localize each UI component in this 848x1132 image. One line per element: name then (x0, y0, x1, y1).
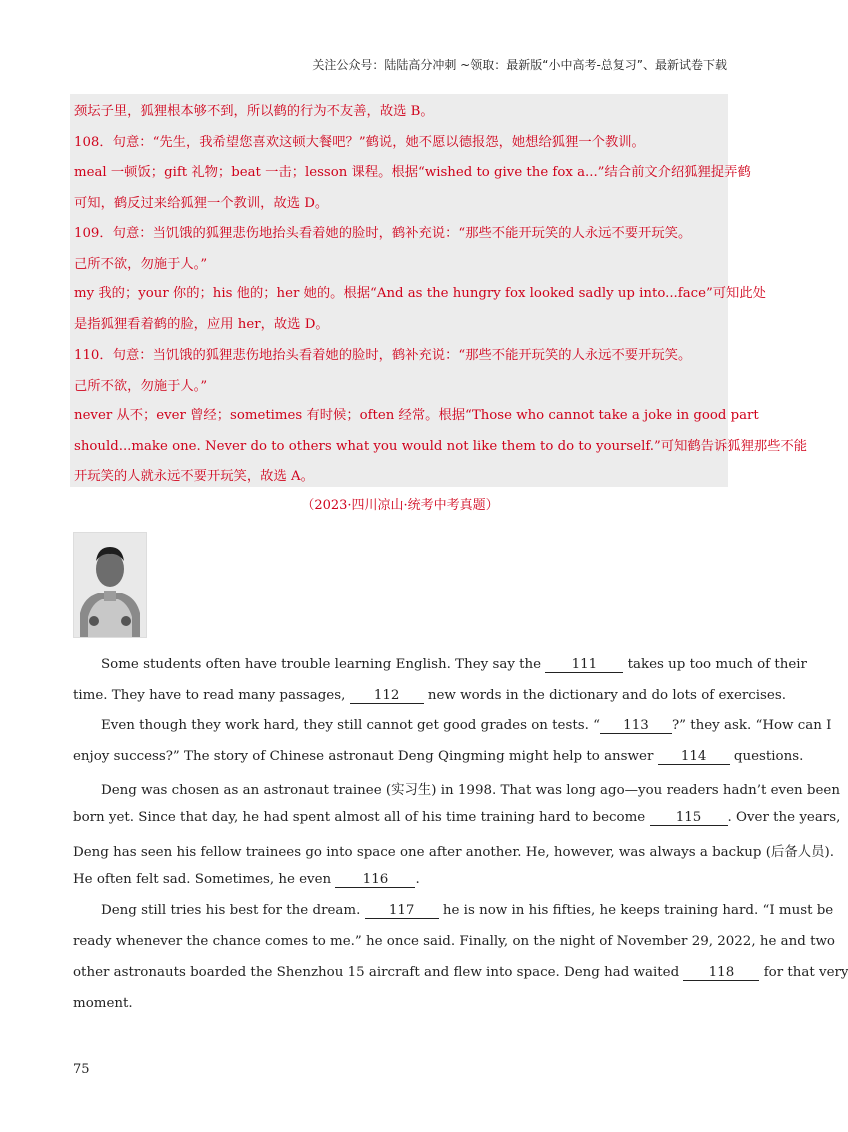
passage-line: Deng has seen his fellow trainees go into space one after another. He, however, was always a backup (后备人员). (73, 845, 835, 860)
passage-line: He often felt sad. Sometimes, he even 116 . (73, 872, 420, 887)
blank-114[interactable]: 114 (658, 750, 730, 765)
passage-line: Deng was chosen as an astronaut trainee (实习生) in 1998. That was long ago—you readers hadn’t even been (101, 783, 840, 798)
answer-line: 109．句意：当饥饿的狐狸悲伤地抬头看着她的脸时，鹤补充说：“那些不能开玩笑的人永远不要开玩笑。 (74, 226, 692, 241)
answer-line: 108．句意：“先生，我希望您喜欢这顿大餐吧？”鹤说，她不愿以德报怨，她想给狐狸一个教训。 (74, 135, 645, 150)
answer-line: 110．句意：当饥饿的狐狸悲伤地抬头看着她的脸时，鹤补充说：“那些不能开玩笑的人永远不要开玩笑。 (74, 348, 692, 363)
answer-line: 己所不欲，勿施于人。” (74, 379, 208, 394)
passage-line: ready whenever the chance comes to me.” he once said. Finally, on the night of November 29, 2022, he and two (73, 934, 835, 949)
answer-line: meal 一顿饭；gift 礼物；beat 一击；lesson 课程。根据“wished to give the fox a...”结合前文介绍狐狸捉弄鹤 (74, 165, 751, 180)
blank-116[interactable]: 116 (335, 873, 415, 888)
exam-source: （2023·四川凉山·统考中考真题） (301, 498, 499, 513)
blank-117[interactable]: 117 (365, 904, 439, 919)
blank-112[interactable]: 112 (350, 689, 424, 704)
passage-line: other astronauts boarded the Shenzhou 15 aircraft and flew into space. Deng had waited 118 for that very (73, 965, 848, 980)
blank-111[interactable]: 111 (545, 658, 623, 673)
answer-line: my 我的；your 你的；his 他的；her 她的。根据“And as the hungry fox looked sadly up into...face”可知此处 (74, 286, 766, 301)
answer-line: 是指狐狸看着鹤的脸，应用 her，故选 D。 (74, 317, 329, 332)
passage-line: enjoy success?” The story of Chinese astronaut Deng Qingming might help to answer 114 questions. (73, 749, 804, 764)
passage-line: moment. (73, 996, 133, 1011)
passage-line: Some students often have trouble learning English. They say the 111 takes up too much of their (101, 657, 807, 672)
answer-line: never 从不；ever 曾经；sometimes 有时候；often 经常。根据“Those who cannot take a joke in good part (74, 408, 759, 423)
blank-113[interactable]: 113 (600, 719, 672, 734)
passage-line: born yet. Since that day, he had spent almost all of his time training hard to become 115 . Over the years, (73, 810, 841, 825)
page-number: 75 (73, 1062, 90, 1077)
passage-line: Even though they work hard, they still cannot get good grades on tests. “ 113 ?” they ask. “How can I (101, 718, 832, 733)
astronaut-photo (73, 532, 147, 638)
answer-line: 颈坛子里，狐狸根本够不到，所以鹤的行为不友善，故选 B。 (74, 104, 434, 119)
answer-explanation-box (70, 94, 808, 487)
page-header: 关注公众号：陆陆高分冲刺 ~领取：最新版“小中高考-总复习”、最新试卷下载 (312, 58, 727, 72)
answer-line: should...make one. Never do to others what you would not like them to do to yourself.”可知鹤告诉狐狸那些不能 (74, 439, 808, 454)
passage-line: time. They have to read many passages, 112 new words in the dictionary and do lots of exercises. (73, 688, 786, 703)
answer-line: 己所不欲，勿施于人。” (74, 257, 208, 272)
passage-line: Deng still tries his best for the dream. 117 he is now in his fifties, he keeps training hard. “I must be (101, 903, 834, 918)
answer-line: 可知，鹤反过来给狐狸一个教训，故选 D。 (74, 196, 329, 211)
blank-118[interactable]: 118 (683, 966, 759, 981)
answer-line: 开玩笑的人就永远不要开玩笑，故选 A。 (74, 469, 314, 484)
blank-115[interactable]: 115 (650, 811, 728, 826)
